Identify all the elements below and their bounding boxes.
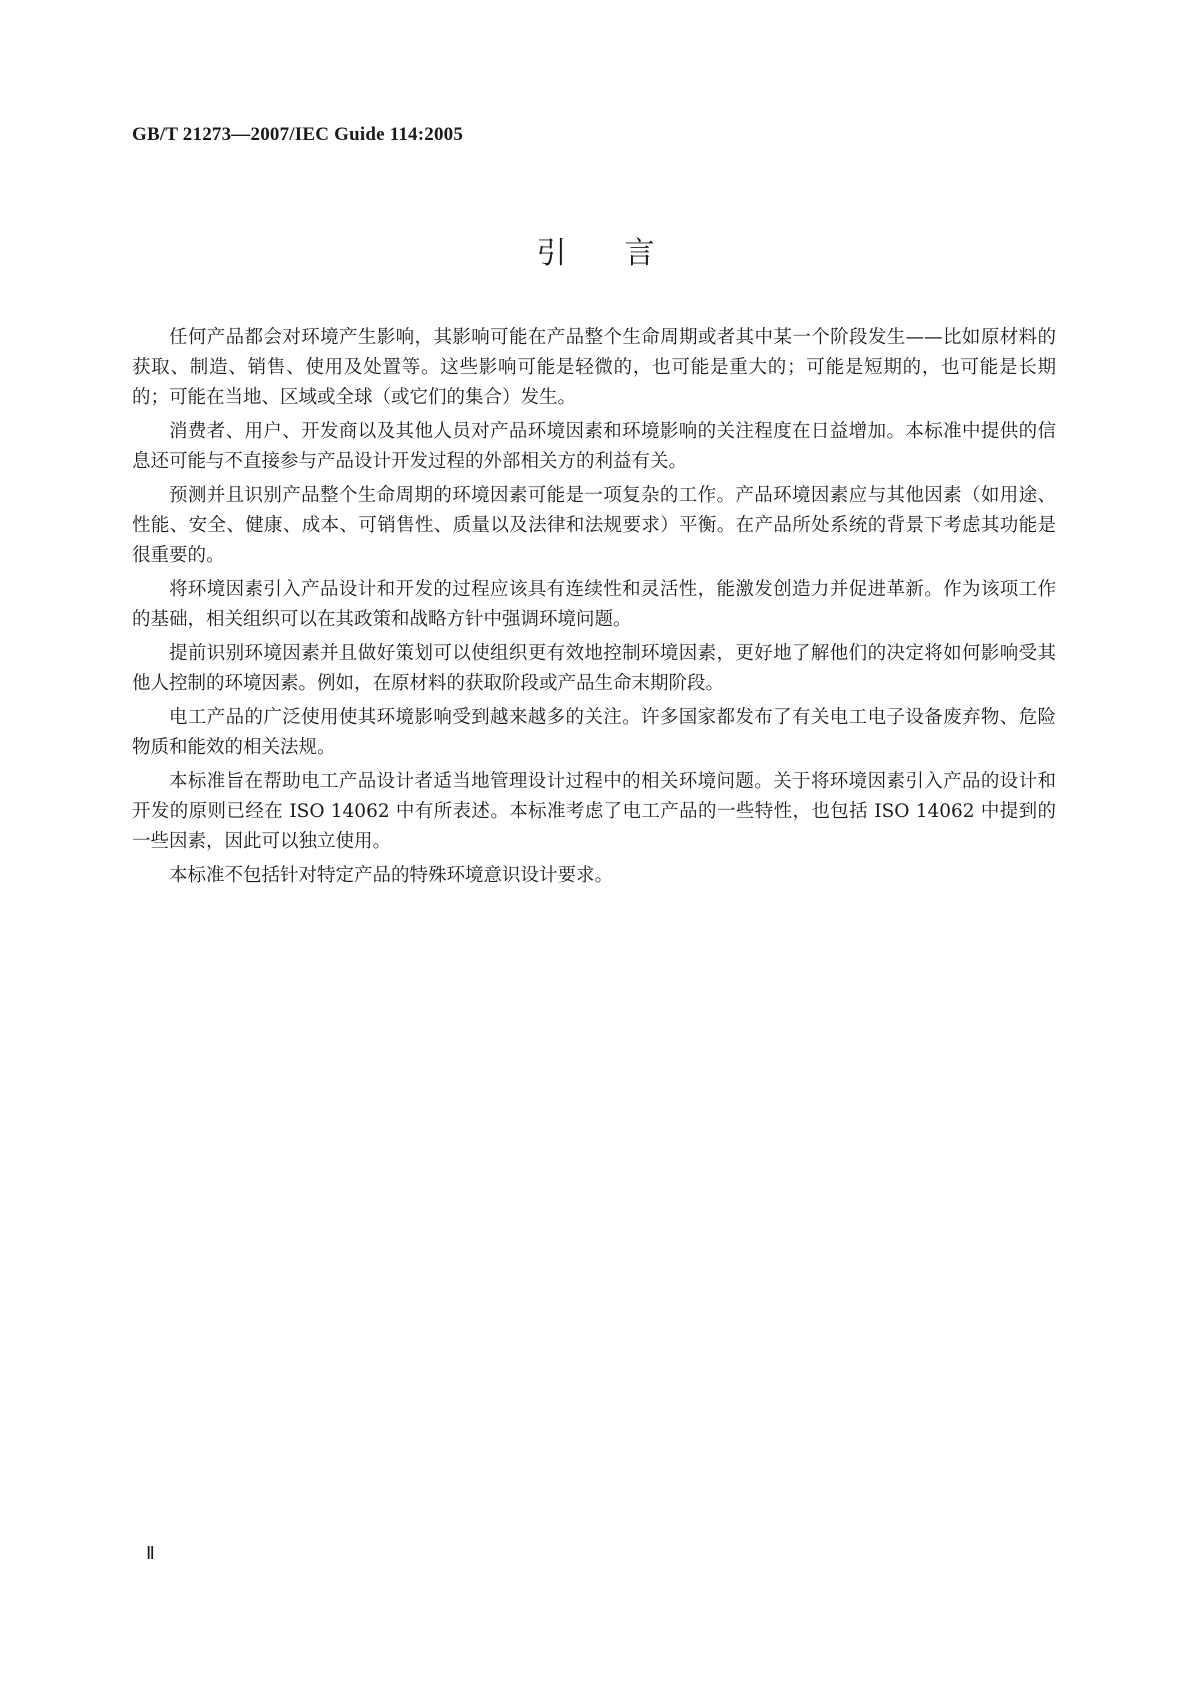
page-title: 引言 [536,236,713,271]
page-number: Ⅱ [146,1543,155,1563]
body-text [132,323,1056,895]
paragraph: 电工产品的广泛使用使其环境影响受到越来越多的关注。许多国家都发布了有关电工电子设备废弃物、危险物质和能效的相关法规。 [132,707,1056,758]
document-header: GB/T 21273—2007/IEC Guide 114:2005 [132,124,464,145]
paragraph: 本标准旨在帮助电工产品设计者适当地管理设计过程中的相关环境问题。关于将环境因素引入产品的设计和开发的原则已经在 ISO 14062 中有所表述。本标准考虑了电工产品的一些特性，也包括 ISO 14062 中提到的一些因素，因此可以独立使用。 [132,771,1056,852]
paragraph: 预测并且识别产品整个生命周期的环境因素可能是一项复杂的工作。产品环境因素应与其他因素（如用途、性能、安全、健康、成本、可销售性、质量以及法律和法规要求）平衡。在产品所处系统的背景下考虑其功能是很重要的。 [132,485,1056,566]
paragraph: 提前识别环境因素并且做好策划可以使组织更有效地控制环境因素，更好地了解他们的决定将如何影响受其他人控制的环境因素。例如，在原材料的获取阶段或产品生命末期阶段。 [132,643,1056,694]
paragraph: 任何产品都会对环境产生影响，其影响可能在产品整个生命周期或者其中某一个阶段发生——比如原材料的获取、制造、销售、使用及处置等。这些影响可能是轻微的，也可能是重大的；可能是短期的，也可能是长期的；可能在当地、区域或全球（或它们的集合）发生。 [132,327,1056,408]
paragraph: 将环境因素引入产品设计和开发的过程应该具有连续性和灵活性，能激发创造力并促进革新。作为该项工作的基础，相关组织可以在其政策和战略方针中强调环境问题。 [132,579,1056,630]
paragraph: 消费者、用户、开发商以及其他人员对产品环境因素和环境影响的关注程度在日益增加。本标准中提供的信息还可能与不直接参与产品设计开发过程的外部相关方的利益有关。 [132,421,1056,472]
paragraph: 本标准不包括针对特定产品的特殊环境意识设计要求。 [169,865,614,886]
